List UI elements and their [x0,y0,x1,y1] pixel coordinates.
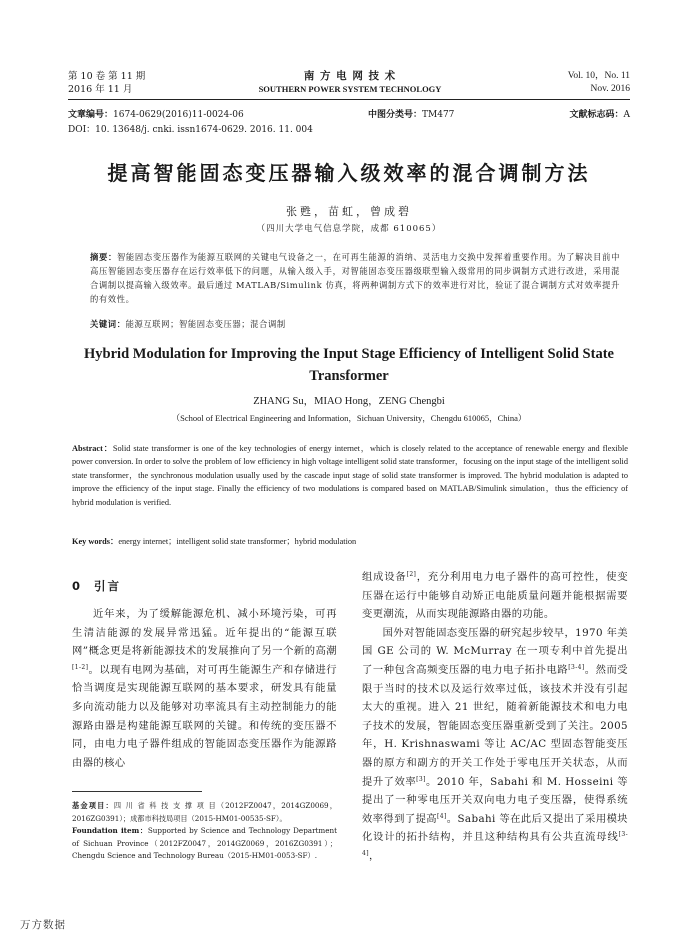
citation: [4] [437,812,447,820]
affiliation-cn: （四川大学电气信息学院，成都 610065） [256,224,442,234]
abstract-cn [90,250,620,306]
date-cn: 2016 年 11 月 [68,84,133,95]
watermark: 万方数据 [20,919,66,931]
citation: [3-4] [568,663,585,671]
body-column-left [72,605,337,772]
abstract-en [72,442,628,509]
article-number: 文章编号：1674-0629(2016)11-0024-06 [68,110,244,120]
clc-number: 中图分类号：TM477 [368,110,455,120]
abstract-en-label: Abstract： [72,444,113,453]
authors-en: ZHANG Su，MIAO Hong，ZENG Chengbi [253,396,445,407]
keywords-cn [90,317,620,331]
issue-cn: 第 10 卷 第 11 期 [68,71,146,82]
footnote-rule [72,791,202,792]
footnote [72,800,337,863]
volume-en: Vol. 10，No. 11 [567,71,630,81]
keywords-cn-label: 关键词： [90,319,126,329]
keywords-en-label: Key words： [72,537,119,546]
funding-en: Foundation item：Supported by Science and Technology Department of Sichuan Province（2012FZ0047，2014GZ0069，2016ZG0391）；Chengdu Science and Technology Bureau（2015-HM01-0053-SF）. [72,826,337,860]
section-heading [72,578,121,594]
section-number: 0 [72,579,83,593]
header-rule [68,99,630,100]
article-meta [68,108,630,138]
paragraph: 组成设备[2]，充分利用电力电子器件的高可控性，使变压器在运行中能够自动矫正电能质量问题并能根据需要变更潮流，从而实现能源路由器的功能。 [362,571,628,621]
keywords-cn-text: 能源互联网；智能固态变压器；混合调制 [125,319,286,329]
paragraph: 国外对智能固态变压器的研究起步较早，1970 年美国 GE 公司的 W. McMurray 在一项专利中首先提出了一种包含高频变压器的电力电子拓扑电路[3-4]。然而受限于当时的技术以及运行效率过低，该技术并没有引起太大的重视。进入 21 世纪，随着新能源技术和电力电子技术的发展，智能固态变压器重新受到了关注。2005 年，H. Krishnaswami 等让 AC/AC 型固态智能变压器的原方和副方的开关工作处于零电压开关状态，从而提升了效率[3]。2010 年，Sabahi 和 M. Hosseini 等提出了一种零电压开关双向电力电子变压器，使得系统效率得到了提高[4]。Sabahi 等在此后又提出了采用模块化设计的拓扑结构，并且这种结构具有公共直流母线[3-4]， [362,626,629,862]
citation: [2] [406,571,417,578]
citation: [3-4] [362,831,628,857]
affiliation-en: （School of Electrical Engineering and Information，Sichuan University，Chengdu 610065，China） [171,413,527,423]
date-en: Nov. 2016 [590,84,630,94]
body-column-right [362,568,628,866]
abstract-cn-label: 摘要： [90,252,117,262]
authors-cn: 张甦，苗虹，曾成碧 [286,205,412,218]
section-title: 引言 [94,579,122,593]
paragraph: 近年来，为了缓解能源危机、减小环境污染，可再生清洁能源的发展异常迅猛。近年提出的“能源互联网”概念更是将新能源技术的发展推向了另一个新的高潮[1-2]。以现有电网为基础，对可再生能源生产和存储进行恰当调度是实现能源互联网的基本要求，研发具有能量多向流动能力以及能够对功率流具有主动控制能力的能源路由器是构建能源互联网的关键。和传统的变压器不同，由电力电子器件组成的智能固态变压器作为能源路由器的核心 [72,608,337,769]
abstract-en-text: Solid state transformer is one of the key technologies of energy internet，which is closely related to the acceptance of renewable energy and flexible power conversion. In order to solve the problem of low efficiency in high voltage intelligent solid state transformer，focusing on the input stage of the intelligent solid state transformer，the synchronous modulation usually used by the cascade input stage of solid state transformer is improved. The hybrid modulation is adapted to improve the efficiency of the input stage. Finally the efficiency of two modulations is compared based on MATLAB/Simulink simulation，thus the efficiency of hybrid modulation is verified. [72,444,628,507]
journal-name-en: SOUTHERN POWER SYSTEM TECHNOLOGY [258,84,442,94]
journal-name-cn: 南 方 电 网 技 术 [303,70,397,82]
keywords-en [72,535,628,548]
citation: [3] [416,775,426,783]
keywords-en-text: energy internet；intelligent solid state transformer；hybrid modulation [118,537,357,546]
running-header-center [200,70,500,96]
citation: [1-2] [72,663,89,671]
doi: DOI：10. 13648/j. cnki. issn1674-0629. 2016. 11. 004 [68,125,313,135]
paper-title-en: Hybrid Modulation for Improving the Input Stage Efficiency of Intelligent Solid State Transformer [84,346,614,384]
running-header-left [68,70,145,96]
document-code: 文献标志码：A [569,110,630,120]
funding-cn: 基金项目：四 川 省 科 技 支 撑 项 目（2012FZ0047，2014GZ0069，2016ZG0391）；成都市科技局项目（2015-HM01-00535-SF）。 [72,801,337,823]
running-header-right [568,70,630,96]
abstract-cn-text: 智能固态变压器作为能源互联网的关键电气设备之一，在可再生能源的消纳、灵活电力交换中发挥着重要作用。为了解决目前中高压智能固态变压器存在运行效率低下的问题，从输入级入手，对智能固态变压器级联型输入级常用的同步调制方式进行改进，采用混合调制以提高输入级效率。最后通过 MATLAB/Simulink 仿真，将两种调制方式下的效率进行对比，验证了混合调制方式对效率提升的有效性。 [90,252,620,304]
paper-title-cn: 提高智能固态变压器输入级效率的混合调制方法 [107,161,591,185]
